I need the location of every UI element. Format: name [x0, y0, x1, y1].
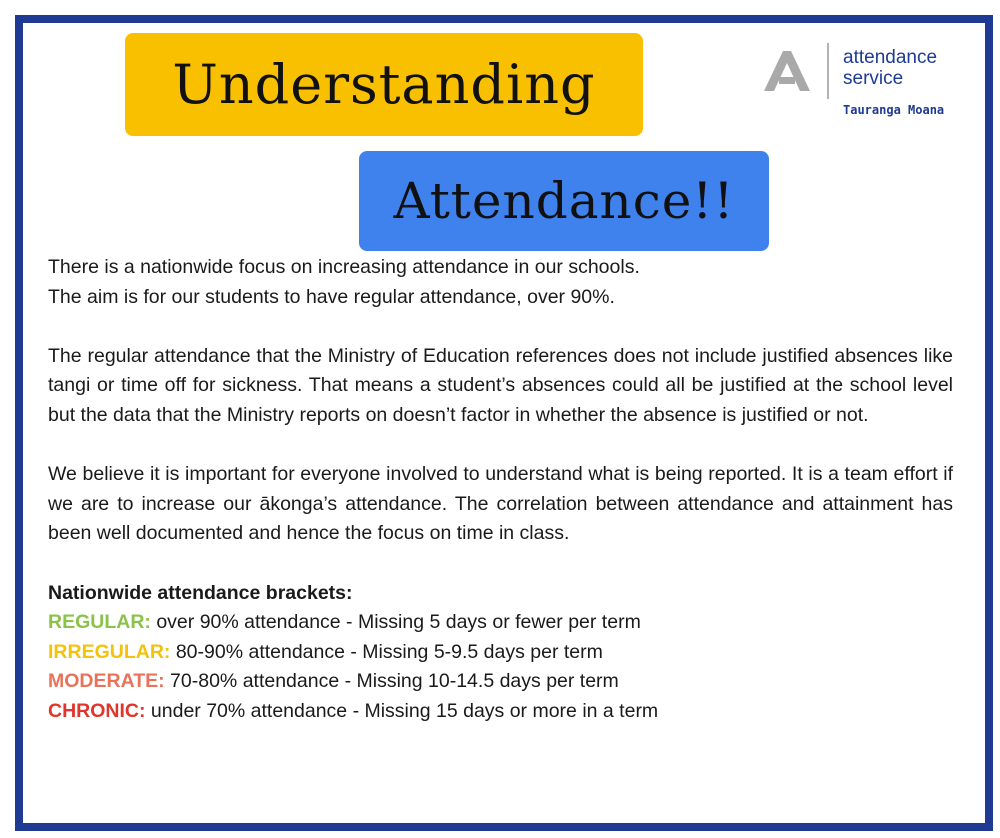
title-banner-attendance [359, 151, 769, 251]
paragraph-ministry: The regular attendance that the Ministry of Education references does not include justified absences like tangi or time off for sickness. That means a student’s absences could all be justified at the school level but the data that the Ministry reports on doesn’t factor in whether the absence is justified or not. [48, 344, 953, 426]
bracket-label-regular: REGULAR: [48, 611, 151, 634]
bracket-text-irregular: 80-90% attendance - Missing 5-9.5 days per term [170, 640, 603, 663]
logo-subtitle: Tauranga Moana [843, 103, 945, 117]
bracket-text-moderate: 70-80% attendance - Missing 10-14.5 days per term [164, 670, 619, 693]
bracket-regular [48, 608, 953, 638]
logo-wordmark [843, 47, 937, 89]
page-frame [15, 15, 993, 831]
bracket-label-moderate: MODERATE: [48, 670, 165, 693]
bracket-moderate [48, 667, 953, 697]
spacer [48, 549, 953, 579]
bracket-irregular [48, 638, 953, 668]
body-content [48, 253, 953, 727]
spacer [48, 431, 953, 461]
brackets-heading: Nationwide attendance brackets: [48, 581, 353, 604]
spacer [48, 312, 953, 342]
logo-divider [827, 43, 829, 99]
bracket-text-regular: over 90% attendance - Missing 5 days or fewer per term [150, 611, 641, 634]
intro-line-2: The aim is for our students to have regular attendance, over 90%. [48, 285, 615, 308]
paragraph-team-effort: We believe it is important for everyone involved to understand what is being reported. It is a team effort if we are to increase our ākonga’s attendance. The correlation between attendance and attainment has been well documented and hence the focus on time in class. [48, 463, 953, 545]
bracket-chronic [48, 697, 953, 727]
logo-line-2: service [843, 68, 904, 89]
bracket-text-chronic: under 70% attendance - Missing 15 days or more in a term [145, 699, 659, 722]
a-logo-icon [761, 49, 813, 93]
attendance-service-logo [761, 41, 971, 119]
title-banner-understanding [125, 33, 643, 136]
bracket-label-chronic: CHRONIC: [48, 699, 146, 722]
title-understanding: Understanding [172, 53, 596, 116]
bracket-label-irregular: IRREGULAR: [48, 640, 171, 663]
logo-line-1: attendance [843, 47, 938, 68]
intro-line-1: There is a nationwide focus on increasing attendance in our schools. [48, 256, 640, 278]
title-attendance: Attendance!! [393, 172, 735, 230]
